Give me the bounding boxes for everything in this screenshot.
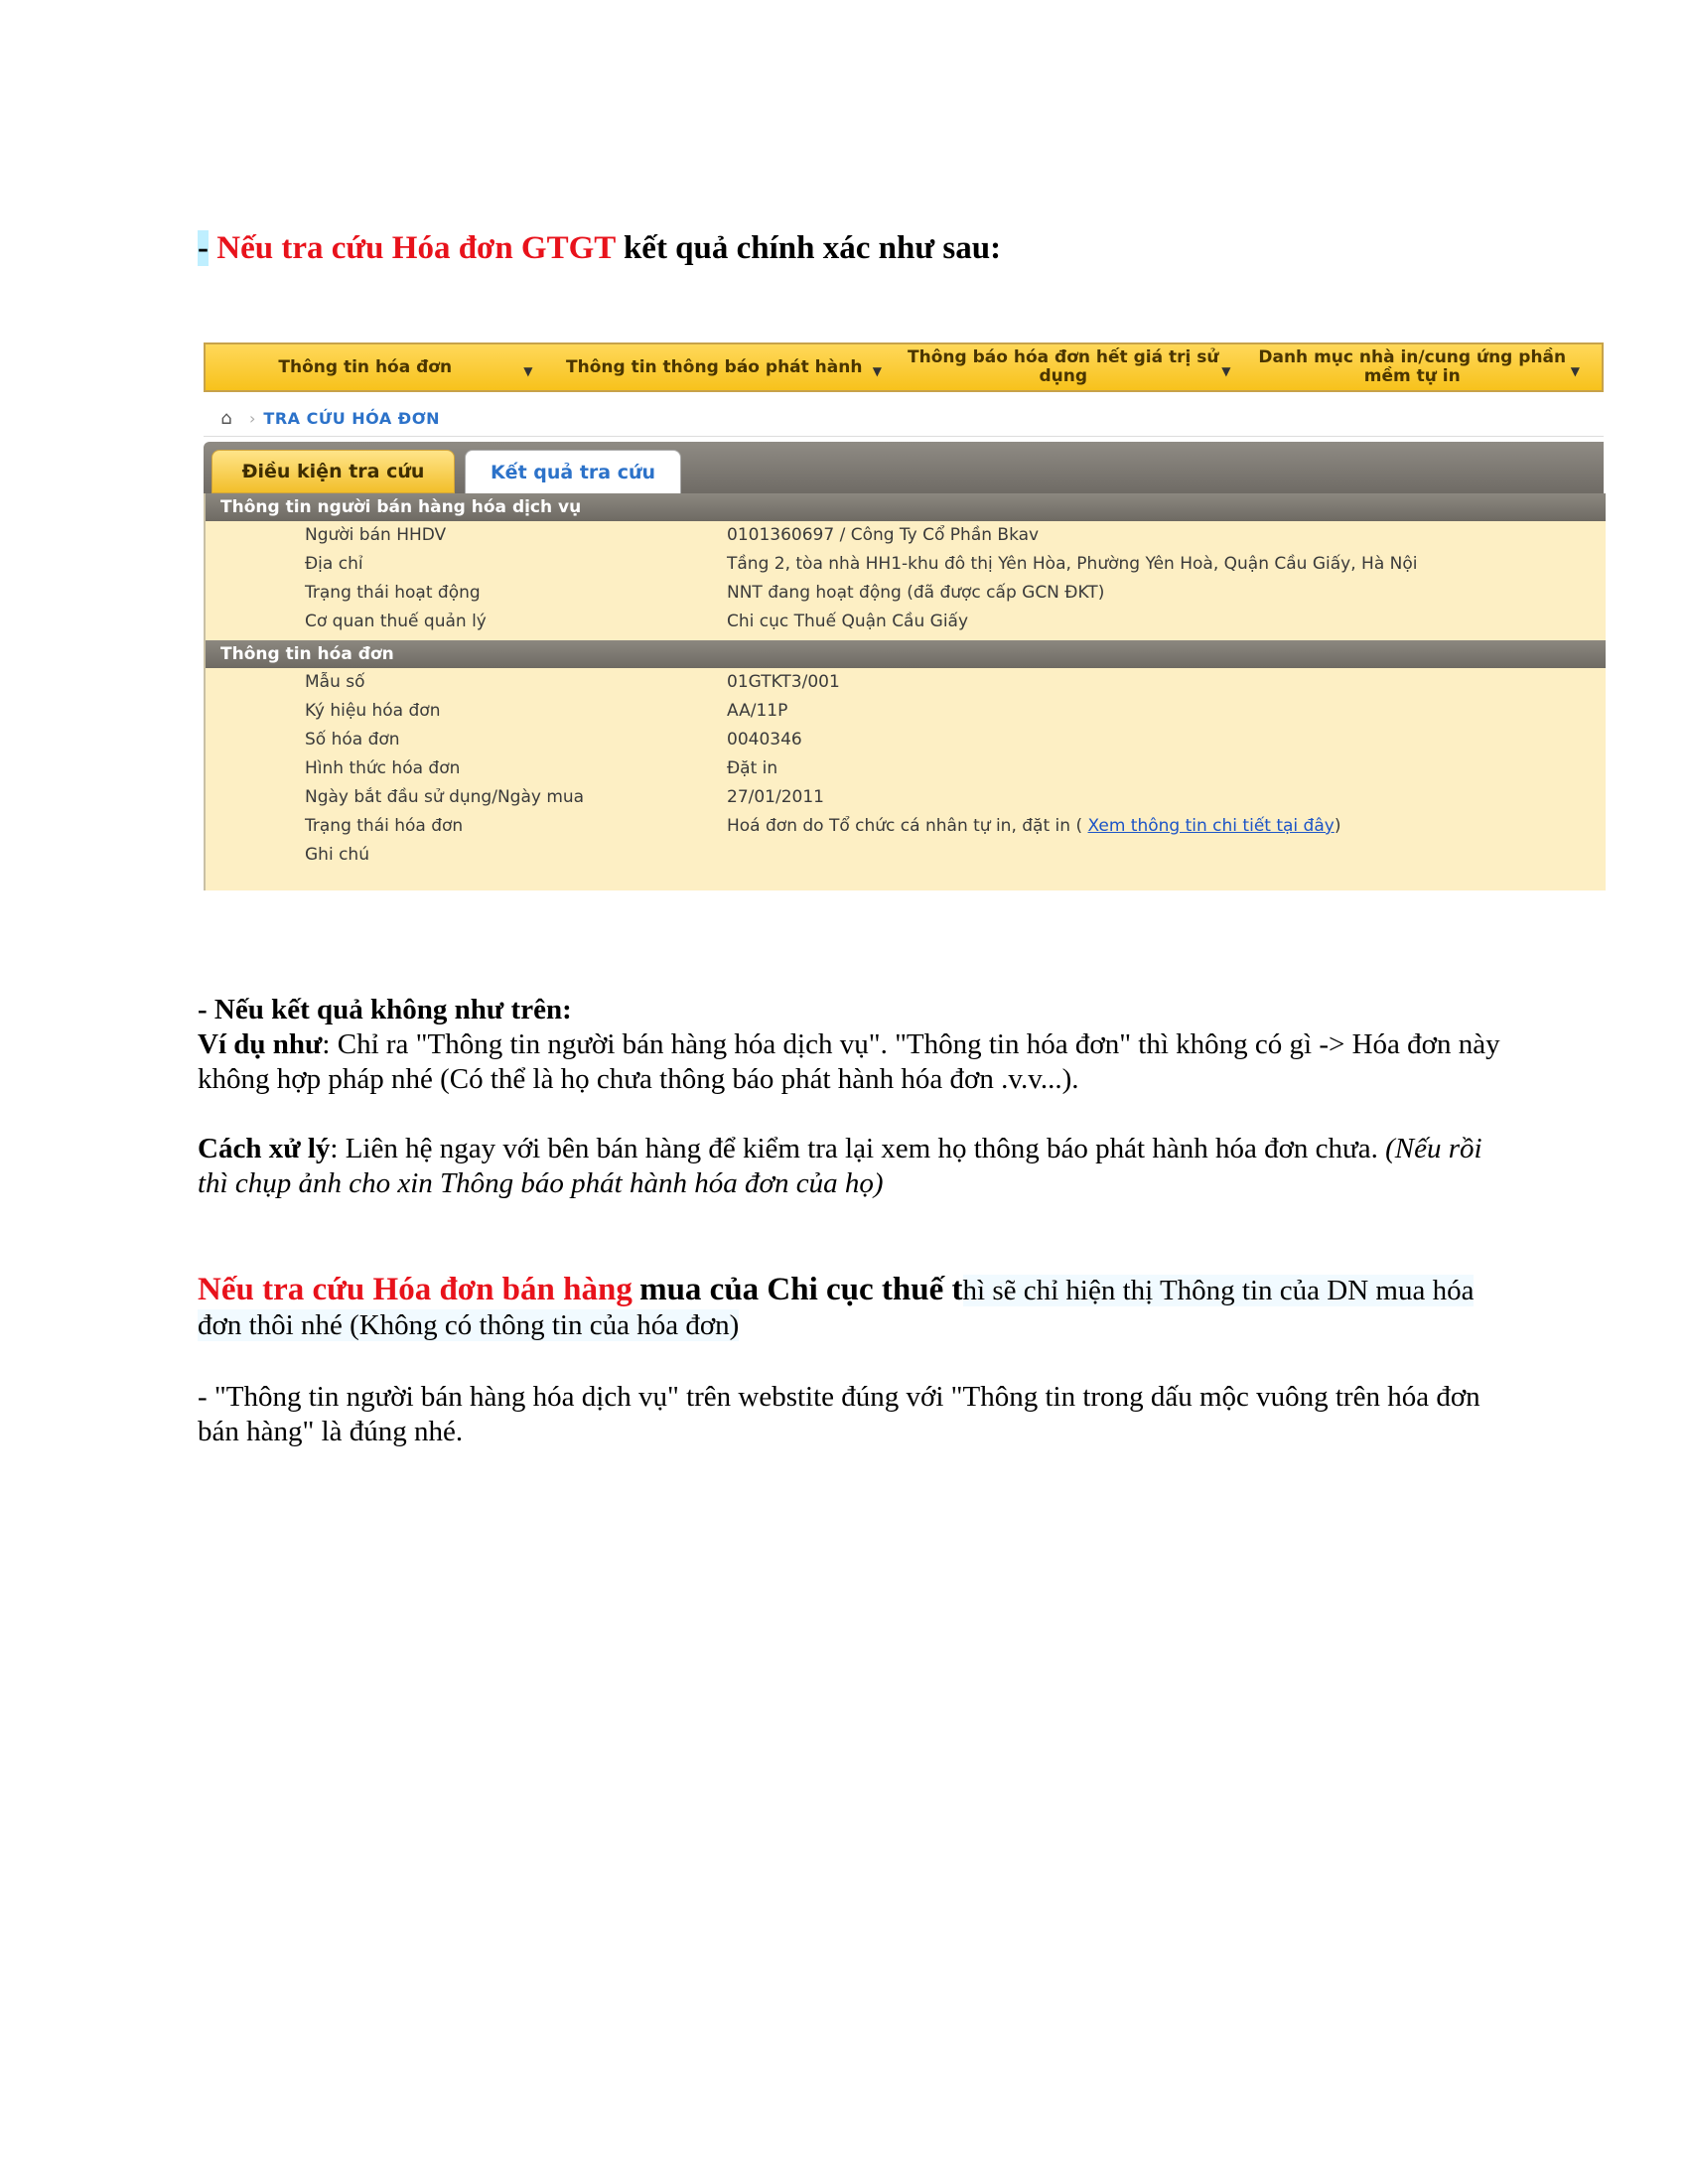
- top-nav: [204, 342, 1604, 392]
- row-label: Địa chỉ: [305, 554, 363, 574]
- chevron-down-icon: ▼: [1221, 364, 1231, 378]
- table-row: [206, 668, 1606, 697]
- row-label: Ghi chú: [305, 845, 369, 865]
- table-row: [206, 521, 1606, 550]
- nav-printer-list[interactable]: [1253, 344, 1603, 390]
- heading-dash: -: [198, 230, 209, 266]
- row-label: Cơ quan thuế quản lý: [305, 612, 487, 631]
- heading-rest-text: kết quả chính xác như sau:: [623, 230, 1002, 266]
- chevron-down-icon: ▼: [523, 364, 533, 378]
- invoice-section-title: Thông tin hóa đơn: [206, 640, 1606, 668]
- nav-invoice-info[interactable]: [206, 344, 555, 390]
- nav-label: Thông tin thông báo phát hành: [566, 356, 863, 377]
- row-value: Tầng 2, tòa nhà HH1-khu đô thị Yên Hòa, Phường Yên Hoà, Quận Cầu Giấy, Hà Nội: [727, 554, 1418, 574]
- row-value: NNT đang hoạt động (đã được cấp GCN ĐKT): [727, 583, 1105, 603]
- tab-bar: [204, 442, 1604, 493]
- row-value: 01GTKT3/001: [727, 672, 840, 692]
- sales-text: hì sẽ chỉ hiện thị Thông tin của DN mua hóa đơn thôi nhé (Không có thông tin của hóa đơn): [198, 1275, 1475, 1341]
- table-row: [206, 608, 1606, 636]
- status-prefix: Hoá đơn do Tổ chức cá nhân tự in, đặt in (: [727, 816, 1083, 836]
- row-label: Số hóa đơn: [305, 730, 400, 750]
- row-value: 0101360697 / Công Ty Cổ Phần Bkav: [727, 525, 1040, 545]
- sales-red-text: Nếu tra cứu Hóa đơn bán hàng: [198, 1272, 633, 1307]
- table-row: [206, 579, 1606, 608]
- nav-expired-notice[interactable]: [904, 344, 1253, 390]
- tab-conditions[interactable]: Điều kiện tra cứu: [211, 450, 455, 493]
- row-value: Chi cục Thuế Quận Cầu Giấy: [727, 612, 969, 631]
- row-label: Mẫu số: [305, 672, 365, 692]
- row-label: Trạng thái hoạt động: [305, 583, 481, 603]
- row-value: AA/11P: [727, 701, 788, 721]
- heading-gtgt: [198, 230, 1001, 267]
- para1-title: - Nếu kết quả không như trên:: [198, 994, 572, 1025]
- row-label: Trạng thái hóa đơn: [305, 816, 464, 836]
- handle-text: : Liên hệ ngay với bên bán hàng để kiểm tra lại xem họ thông báo phát hành hóa đơn chưa.: [330, 1133, 1378, 1164]
- table-row: [206, 841, 1606, 870]
- row-label: Ký hiệu hóa đơn: [305, 701, 441, 721]
- results-body: [204, 493, 1606, 890]
- paragraph-sales-invoice: [198, 1273, 1508, 1343]
- status-suffix: ): [1334, 816, 1341, 836]
- chevron-right-icon: ›: [249, 408, 256, 428]
- chevron-down-icon: ▼: [1570, 364, 1580, 378]
- row-value: 0040346: [727, 730, 802, 750]
- para1-body: [198, 1027, 1508, 1097]
- detail-link[interactable]: Xem thông tin chi tiết tại đây: [1087, 816, 1335, 836]
- breadcrumb-link[interactable]: TRA CỨU HÓA ĐƠN: [263, 408, 441, 428]
- tab-results[interactable]: Kết quả tra cứu: [465, 450, 681, 493]
- table-row: [206, 783, 1606, 812]
- nav-issuance-notice[interactable]: [555, 344, 905, 390]
- row-label: Hình thức hóa đơn: [305, 758, 461, 778]
- table-row: [206, 754, 1606, 783]
- chevron-down-icon: ▼: [872, 364, 882, 378]
- table-row: [206, 812, 1606, 841]
- seller-section-title: Thông tin người bán hàng hóa dịch vụ: [206, 493, 1606, 521]
- nav-label: Thông tin hóa đơn: [278, 356, 453, 377]
- row-value: 27/01/2011: [727, 787, 824, 807]
- row-value: Đặt in: [727, 758, 778, 778]
- row-label: Ngày bắt đầu sử dụng/Ngày mua: [305, 787, 585, 807]
- paragraph-how-to-handle: [198, 1132, 1508, 1201]
- paragraph-seller-info: [198, 1380, 1508, 1449]
- nav-label: Thông báo hóa đơn hết giá trị sử dụng: [908, 347, 1219, 386]
- seller-info-text: - "Thông tin người bán hàng hóa dịch vụ" trên webstite đúng với "Thông tin trong dấu mộc vuông trên hóa đơn bán hàng" là đúng nhé.: [198, 1381, 1480, 1447]
- table-row: [206, 726, 1606, 754]
- home-icon[interactable]: ⌂: [220, 407, 232, 429]
- table-row: [206, 550, 1606, 579]
- row-value: [727, 816, 1340, 836]
- handle-label: Cách xử lý: [198, 1133, 331, 1164]
- lookup-screenshot: [204, 342, 1607, 893]
- example-text: : Chỉ ra "Thông tin người bán hàng hóa dịch vụ". "Thông tin hóa đơn" thì không có gì -> Hóa đơn này không hợp pháp nhé (Có thể là họ chưa thông báo phát hành hóa đơn .v.v...).: [198, 1028, 1500, 1095]
- breadcrumb: [204, 400, 1604, 437]
- handle-italic: (Nếu rồi thì chụp ảnh cho xin Thông báo phát hành hóa đơn của họ): [198, 1133, 1482, 1199]
- example-label: Ví dụ như: [198, 1028, 323, 1060]
- nav-label: Danh mục nhà in/cung ứng phần mềm tự in: [1258, 347, 1567, 386]
- row-label: Người bán HHDV: [305, 525, 447, 545]
- table-row: [206, 697, 1606, 726]
- sales-bold-text: mua của Chi cục thuế t: [639, 1272, 963, 1307]
- paragraph-not-matching: [198, 993, 1508, 1097]
- heading-red-text: Nếu tra cứu Hóa đơn GTGT: [216, 230, 616, 266]
